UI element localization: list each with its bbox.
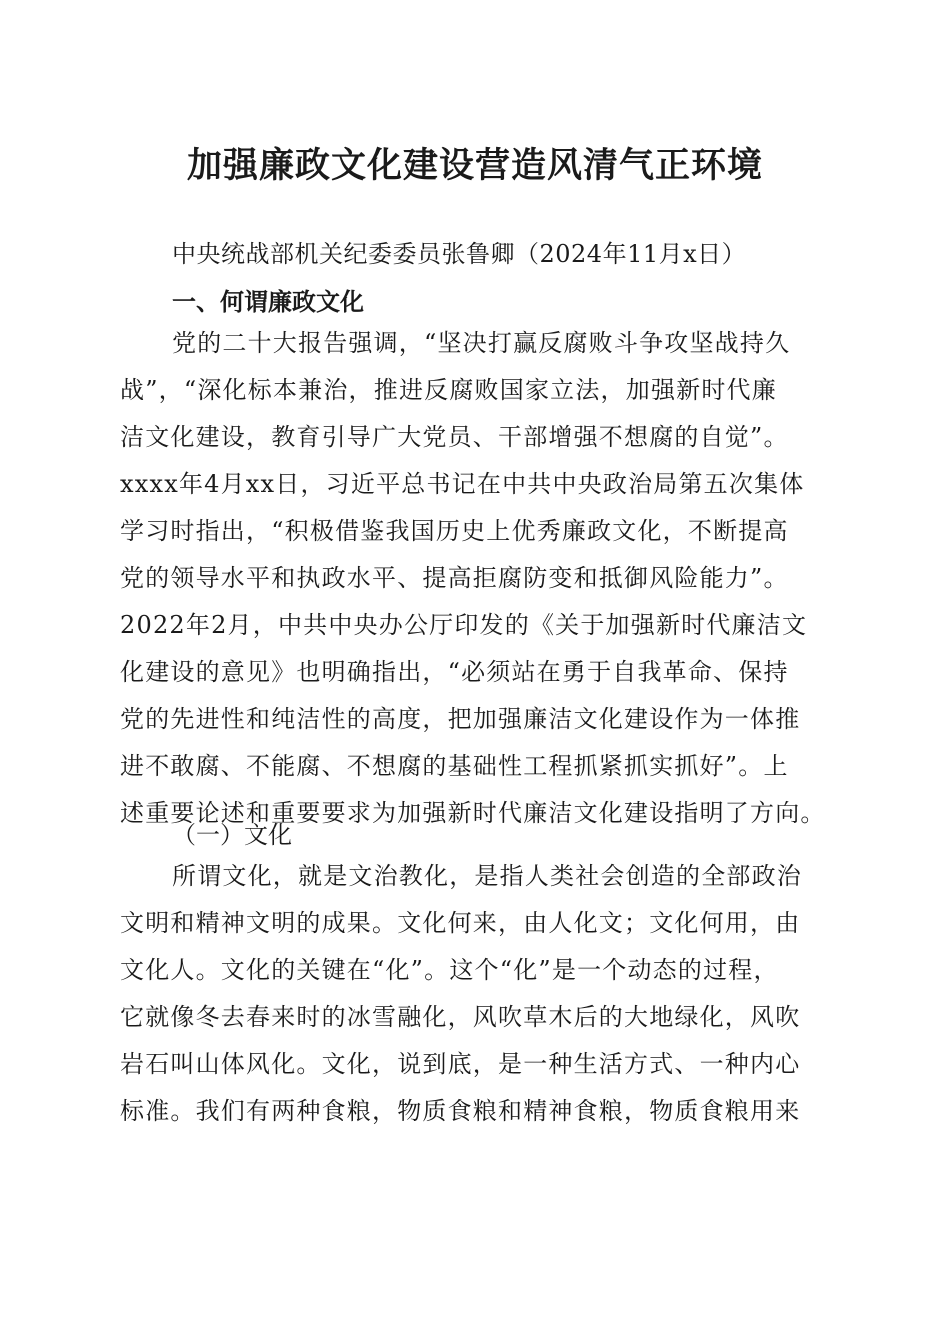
paragraph-line: xxxx年4月xx日，习近平总书记在中共中央政治局第五次集体 — [120, 470, 805, 498]
paragraph-line: 党的二十大报告强调，“坚决打赢反腐败斗争攻坚战持久 — [172, 329, 791, 357]
paragraph-line: 进不敢腐、不能腐、不想腐的基础性工程抓紧抓实抓好”。上 — [120, 752, 789, 780]
paragraph-line: 文明和精神文明的成果。文化何来，由人化文；文化何用，由 — [120, 909, 801, 937]
paragraph-line: 学习时指出，“积极借鉴我国历史上优秀廉政文化，不断提高 — [120, 517, 789, 545]
subsection-heading: （一）文化 — [172, 821, 292, 849]
section-heading: 一、何谓廉政文化 — [172, 288, 364, 316]
paragraph-line: 化建设的意见》也明确指出，“必须站在勇于自我革命、保持 — [120, 658, 789, 686]
paragraph-line: 党的领导水平和执政水平、提高拒腐防变和抵御风险能力”。 — [120, 564, 789, 592]
subsection-paragraph — [120, 853, 830, 1135]
paragraph-line: 战”，“深化标本兼治，推进反腐败国家立法，加强新时代廉 — [120, 376, 777, 404]
paragraph-line: 2022年2月，中共中央办公厅印发的《关于加强新时代廉洁文 — [120, 611, 808, 639]
paragraph-line: 洁文化建设，教育引导广大党员、干部增强不想腐的自觉”。 — [120, 423, 789, 451]
paragraph-line: 标准。我们有两种食粮，物质食粮和精神食粮，物质食粮用来 — [120, 1097, 801, 1125]
section-paragraph — [120, 320, 830, 837]
paragraph-line: 党的先进性和纯洁性的高度，把加强廉洁文化建设作为一体推 — [120, 705, 801, 733]
document-title: 加强廉政文化建设营造风清气正环境 — [186, 145, 763, 186]
paragraph-line: 述重要论述和重要要求为加强新时代廉洁文化建设指明了方向。 — [120, 799, 826, 827]
author-byline: 中央统战部机关纪委委员张鲁卿（2024年11月x日） — [172, 240, 747, 268]
paragraph-line: 所谓文化，就是文治教化，是指人类社会创造的全部政治 — [172, 862, 802, 890]
paragraph-line: 文化人。文化的关键在“化”。这个“化”是一个动态的过程， — [120, 956, 779, 984]
paragraph-line: 它就像冬去春来时的冰雪融化，风吹草木后的大地绿化，风吹 — [120, 1003, 801, 1031]
paragraph-line: 岩石叫山体风化。文化，说到底，是一种生活方式、一种内心 — [120, 1050, 801, 1078]
